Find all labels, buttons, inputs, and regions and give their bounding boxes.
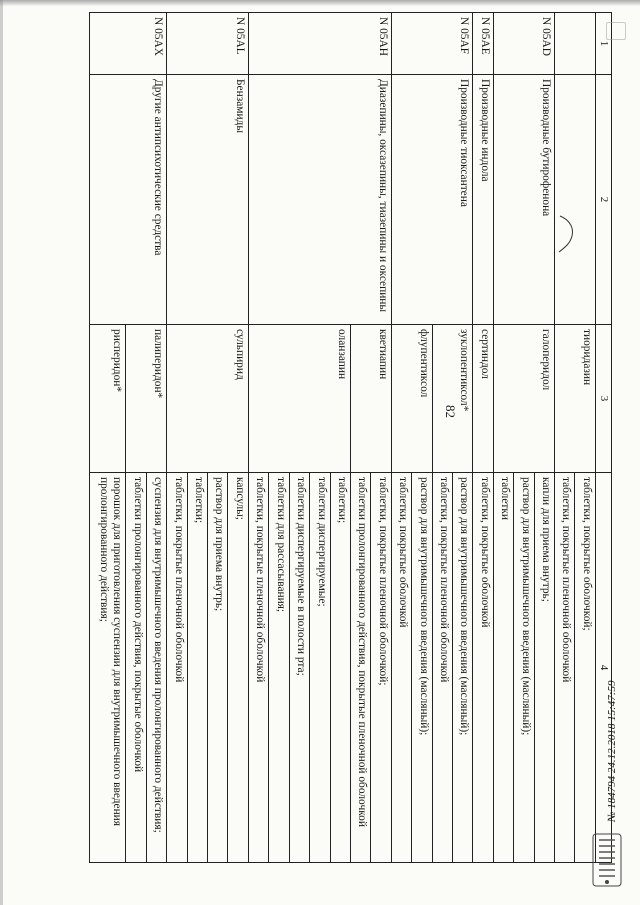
table-row: [534, 13, 554, 863]
group-name: Диазепины, оксазепины, тиазепины и оксепины: [248, 75, 391, 325]
table-row: [575, 13, 595, 863]
table-row: [228, 13, 248, 863]
dosage-form: таблетки, покрытые пленочной оболочкой: [167, 473, 187, 863]
dosage-form: таблетки;: [187, 473, 207, 863]
scan-left-edge: [0, 0, 3, 905]
atc-code: N 05AF: [391, 13, 473, 75]
table-row: [452, 13, 472, 863]
group-name: [555, 75, 596, 325]
dosage-form: таблетки, покрытые пленочной оболочкой: [432, 473, 452, 863]
drug-table: [89, 12, 612, 863]
header-col-4: 4: [595, 473, 611, 863]
page-number: 82: [443, 405, 458, 418]
table-row: [371, 13, 391, 863]
scan-top-edge: [0, 0, 640, 6]
dosage-form: таблетки: [493, 473, 513, 863]
dosage-form: раствор для внутримышечного введения (масляный);: [412, 473, 432, 863]
drug-name: сульпирид: [167, 325, 249, 473]
dosage-form: таблетки, покрытые оболочкой;: [575, 473, 595, 863]
table-body: [90, 13, 596, 863]
dosage-form: раствор для внутримышечного введения (масляный);: [452, 473, 472, 863]
dosage-form: таблетки пролонгированного действия, покрытые пленочной оболочкой: [350, 473, 370, 863]
dosage-form: таблетки диспергируемые в полости рта;: [289, 473, 309, 863]
dosage-form: таблетки пролонгированного действия, покрытые оболочкой: [126, 473, 146, 863]
dosage-form: таблетки, покрытые оболочкой: [391, 473, 411, 863]
dosage-form: таблетки для рассасывания;: [269, 473, 289, 863]
drug-name: зуклопентиксол*: [432, 325, 473, 473]
dosage-form: таблетки, покрытые пленочной оболочкой: [555, 473, 575, 863]
drug-table-sheet: [89, 12, 612, 862]
atc-code: N 05AD: [493, 13, 554, 75]
header-col-2: 2: [595, 75, 611, 325]
table-row: [146, 13, 166, 863]
dosage-form: таблетки;: [330, 473, 350, 863]
table-row: [473, 13, 493, 863]
dosage-form: капли для приема внутрь;: [534, 473, 554, 863]
dosage-form: таблетки, покрытые пленочной оболочкой: [248, 473, 268, 863]
drug-name: флупентиксол: [391, 325, 432, 473]
drug-name: галоперидол: [493, 325, 554, 473]
dosage-form: суспензия для внутримышечного введения пролонгированного действия;: [146, 473, 166, 863]
dosage-form: порошок для приготовления суспензии для внутримышечного введения пролонгированного действия;: [90, 473, 126, 863]
drug-name: тиоридазин: [555, 325, 596, 473]
drug-name: кветиапин: [350, 325, 391, 473]
header-col-3: 3: [595, 325, 611, 473]
dosage-form: таблетки, покрытые оболочкой: [473, 473, 493, 863]
group-name: Другие антипсихотические средства: [90, 75, 167, 325]
pen-mark: [556, 214, 578, 254]
drug-name: оланзапин: [248, 325, 350, 473]
atc-code: N 05AE: [473, 13, 493, 75]
atc-code: N 05AX: [90, 13, 167, 75]
corner-stamp: [606, 22, 626, 40]
atc-code: N 05AH: [248, 13, 391, 75]
group-name: Производные бутирофенона: [493, 75, 554, 325]
dosage-form: капсулы;: [228, 473, 248, 863]
group-name: Производные индола: [473, 75, 493, 325]
header-col-1: 1: [595, 13, 611, 75]
registration-seal-icon: [585, 830, 629, 890]
group-name: Бензамиды: [167, 75, 249, 325]
atc-code: [555, 13, 596, 75]
dosage-form: раствор для внутримышечного введения (масляный);: [514, 473, 534, 863]
dosage-form: таблетки диспергируемые;: [310, 473, 330, 863]
drug-name: рисперидон*: [90, 325, 126, 473]
atc-code: N 05AL: [167, 13, 249, 75]
dosage-form: раствор для приема внутрь;: [208, 473, 228, 863]
drug-name: сертиндол: [473, 325, 493, 473]
drug-name: палиперидон*: [126, 325, 167, 473]
dosage-form: таблетки, покрытые пленочной оболочкой;: [371, 473, 391, 863]
document-footer: № 184794 24.12.2018 15:47:59: [606, 680, 618, 822]
group-name: Производные тиоксантена: [391, 75, 473, 325]
